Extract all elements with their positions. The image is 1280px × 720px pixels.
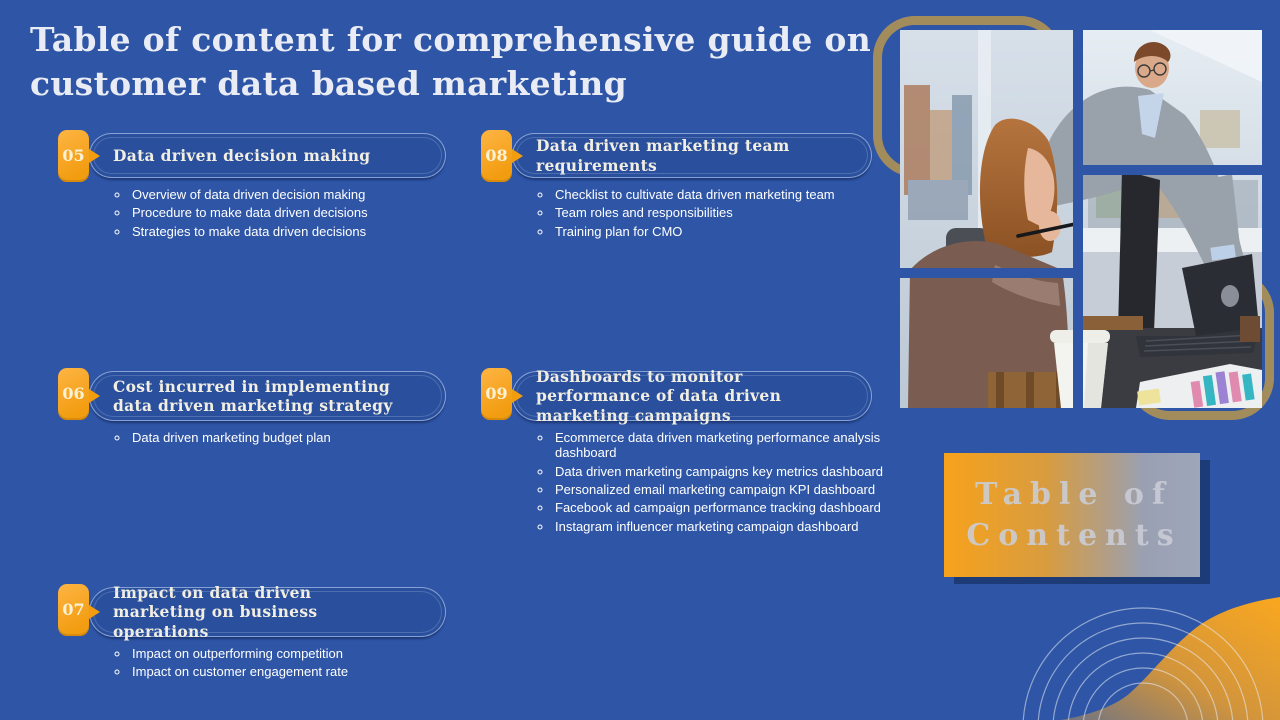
section-heading-capsule	[512, 366, 872, 425]
section-07	[56, 582, 486, 683]
section-number-badge	[481, 368, 512, 418]
section-heading: Cost incurred in implementing data driven marketing strategy	[113, 376, 393, 415]
section-heading: Impact on data driven marketing on business operations	[113, 582, 318, 641]
book	[1240, 316, 1260, 342]
section-heading: Dashboards to monitor performance of data driven marketing campaigns	[536, 366, 782, 425]
desk-edge	[1083, 316, 1143, 330]
bullet-item: ◦ Strategies to make data driven decisions	[130, 224, 472, 239]
bullet-item: ◦ Data driven marketing campaigns key metrics dashboard	[553, 464, 895, 479]
arrow-right-icon	[512, 389, 523, 403]
man-trousers	[1118, 170, 1160, 332]
toc-line-1: Table of	[975, 477, 1173, 512]
team-photo-illustration	[900, 30, 1262, 408]
bullet-item: ◦ Data driven marketing budget plan	[130, 430, 472, 445]
section-number-badge	[58, 130, 89, 180]
laptop-logo	[1221, 285, 1239, 307]
section-number: 06	[62, 383, 85, 403]
section-heading-capsule	[512, 133, 872, 178]
toc-line-2: Contents	[966, 518, 1182, 553]
section-bullets	[479, 430, 895, 534]
bullet-item: ◦ Checklist to cultivate data driven marketing team	[553, 187, 895, 202]
slide-title: Table of content for comprehensive guide on customer data based marketing	[30, 20, 872, 103]
section-06	[56, 366, 486, 448]
section-bullets	[56, 646, 472, 680]
section-09	[479, 366, 909, 537]
section-heading-capsule	[89, 582, 446, 641]
bullet-item: ◦ Personalized email marketing campaign KPI dashboard	[553, 482, 895, 497]
bullet-item: ◦ Instagram influencer marketing campaign dashboard	[553, 519, 895, 534]
bullet-item: ◦ Ecommerce data driven marketing performance analysis dashboard	[553, 430, 895, 461]
bullet-item: ◦ Team roles and responsibilities	[553, 205, 895, 220]
section-number-badge	[58, 368, 89, 418]
bullet-item: ◦ Procedure to make data driven decisions	[130, 205, 472, 220]
section-08	[479, 128, 909, 242]
section-heading: Data driven decision making	[113, 145, 371, 165]
section-bullets	[56, 430, 472, 445]
section-bullets	[479, 187, 895, 239]
bullet-item: ◦ Impact on outperforming competition	[130, 646, 472, 661]
section-05	[56, 128, 486, 242]
section-number: 09	[485, 383, 508, 403]
section-number: 07	[62, 599, 85, 619]
section-number-badge	[481, 130, 512, 180]
section-heading: Data driven marketing team requirements	[536, 136, 790, 175]
corner-decoration	[1020, 555, 1280, 720]
section-heading-capsule	[89, 371, 446, 421]
section-bullets	[56, 187, 472, 239]
arrow-right-icon	[89, 389, 100, 403]
bullet-item: ◦ Overview of data driven decision making	[130, 187, 472, 202]
section-heading-capsule	[89, 133, 446, 178]
arrow-right-icon	[89, 605, 100, 619]
section-number: 08	[485, 145, 508, 165]
section-number-badge	[58, 584, 89, 634]
team-photo	[900, 30, 1262, 408]
arrow-right-icon	[512, 149, 523, 163]
table-of-contents-box	[944, 453, 1200, 577]
wooden-chair-arm	[988, 372, 1070, 408]
bullet-item: ◦ Facebook ad campaign performance tracking dashboard	[553, 500, 895, 515]
bullet-item: ◦ Training plan for CMO	[553, 224, 895, 239]
arrow-right-icon	[89, 149, 100, 163]
section-number: 05	[62, 145, 85, 165]
bullet-item: ◦ Impact on customer engagement rate	[130, 664, 472, 679]
